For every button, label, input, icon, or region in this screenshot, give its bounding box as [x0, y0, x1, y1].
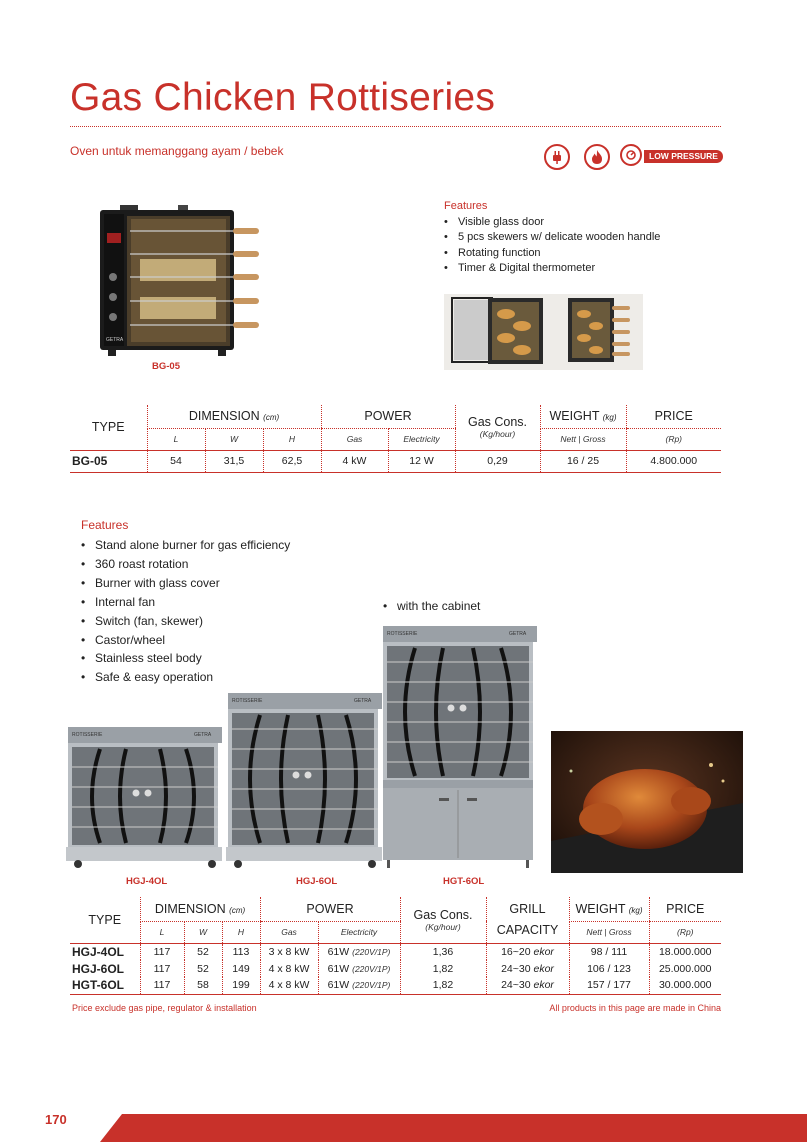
table-row: HGJ-4OL 117 52 113 3 x 8 kW 61W (220V/1P) 1,36 16~20 ekor 98 / 111 18.000.000 — [70, 943, 721, 960]
bg05-product-image — [100, 205, 265, 368]
subheader-l: L — [140, 921, 184, 943]
machine-label-hgj-6ol: HGJ-6OL — [296, 876, 338, 887]
page-title: Gas Chicken Rottiseries — [70, 76, 496, 119]
bg05-spec-table — [70, 405, 721, 473]
subheader-price-unit: (Rp) — [649, 921, 721, 943]
electric-plug-icon — [544, 144, 570, 170]
hgj-spec-table — [70, 897, 721, 995]
col-header-dimension: DIMENSION (cm) — [140, 897, 260, 921]
col-header-price: PRICE — [626, 405, 721, 428]
subheader-w: W — [205, 428, 263, 450]
roast-chicken-photo — [551, 731, 743, 873]
col-header-type: TYPE — [70, 405, 147, 450]
page-subtitle: Oven untuk memanggang ayam / bebek — [70, 144, 284, 158]
gas-regulator-icon — [620, 144, 642, 166]
list-item: • 5 pcs skewers w/ delicate wooden handle — [444, 230, 660, 245]
list-item: • Visible glass door — [444, 215, 660, 230]
bg05-features-title: Features — [444, 200, 488, 212]
col-header-dimension: DIMENSION (cm) — [147, 405, 321, 428]
list-item: • Burner with glass cover — [81, 574, 290, 593]
hgj-features-list — [81, 536, 290, 687]
bg05-features-list — [444, 215, 660, 276]
svg-text:ROTISSERIE: ROTISSERIE — [72, 732, 103, 738]
footer-bar — [100, 1114, 807, 1142]
col-header-weight: WEIGHT (kg) — [569, 897, 649, 921]
col-header-gas-cons: Gas Cons. (Kg/hour) — [400, 897, 486, 943]
cabinet-note: • with the cabinet — [383, 599, 480, 613]
machine-label-hgj-4ol: HGJ-4OL — [126, 876, 168, 887]
list-item: • Safe & easy operation — [81, 668, 290, 687]
hgj-features-title: Features — [81, 518, 129, 532]
bg05-brand-text: GETRA — [106, 337, 124, 343]
bg05-image-label: BG-05 — [152, 361, 180, 372]
subheader-nett-gross: Nett | Gross — [569, 921, 649, 943]
subheader-electricity: Electricity — [318, 921, 400, 943]
col-header-power: POWER — [321, 405, 455, 428]
subheader-price-unit: (Rp) — [626, 428, 721, 450]
svg-text:GETRA: GETRA — [354, 698, 372, 704]
col-header-type: TYPE — [70, 897, 140, 943]
machine-label-hgt-6ol: HGT-6OL — [443, 876, 485, 887]
bg05-detail-photo — [444, 294, 643, 370]
svg-text:GETRA: GETRA — [194, 732, 212, 738]
list-item: • Internal fan — [81, 593, 290, 612]
svg-text:ROTISSERIE: ROTISSERIE — [232, 698, 263, 704]
subheader-h: H — [222, 921, 260, 943]
table-row: HGT-6OL 117 58 199 4 x 8 kW 61W (220V/1P) 1,82 24~30 ekor 157 / 177 30.000.000 — [70, 977, 721, 994]
subheader-w: W — [184, 921, 222, 943]
subheader-nett-gross: Nett | Gross — [540, 428, 626, 450]
col-header-grill-capacity: GRILL CAPACITY — [486, 897, 569, 943]
hgt-6ol-product-image — [381, 626, 539, 873]
subheader-electricity: Electricity — [388, 428, 455, 450]
list-item: • Rotating function — [444, 246, 660, 261]
subheader-gas: Gas — [321, 428, 388, 450]
subheader-l: L — [147, 428, 205, 450]
subheader-gas: Gas — [260, 921, 318, 943]
footnote-price-excludes: Price exclude gas pipe, regulator & installation — [72, 1003, 257, 1013]
table-row: HGJ-6OL 117 52 149 4 x 8 kW 61W (220V/1P) 1,82 24~30 ekor 106 / 123 25.000.000 — [70, 960, 721, 977]
svg-text:ROTISSERIE: ROTISSERIE — [387, 631, 418, 637]
list-item: • Stand alone burner for gas efficiency — [81, 536, 290, 555]
subheader-h: H — [263, 428, 321, 450]
list-item: • 360 roast rotation — [81, 555, 290, 574]
list-item: • Timer & Digital thermometer — [444, 261, 660, 276]
list-item: • Switch (fan, skewer) — [81, 612, 290, 631]
table-row: BG-05 54 31,5 62,5 4 kW 12 W 0,29 16 / 25 4.800.000 — [70, 450, 721, 472]
low-pressure-badge: LOW PRESSURE — [644, 150, 723, 163]
col-header-price: PRICE — [649, 897, 721, 921]
flame-icon — [584, 144, 610, 170]
hgj-6ol-product-image — [226, 693, 384, 874]
list-item: • Castor/wheel — [81, 631, 290, 650]
list-item: • Stainless steel body — [81, 649, 290, 668]
footnote-made-in: All products in this page are made in China — [549, 1003, 721, 1013]
hgj-4ol-product-image — [66, 727, 224, 874]
col-header-weight: WEIGHT (kg) — [540, 405, 626, 428]
title-divider — [70, 126, 721, 127]
col-header-gas-cons: Gas Cons. (Kg/hour) — [455, 405, 540, 450]
col-header-power: POWER — [260, 897, 400, 921]
page-number: 170 — [45, 1112, 67, 1127]
svg-text:GETRA: GETRA — [509, 631, 527, 637]
